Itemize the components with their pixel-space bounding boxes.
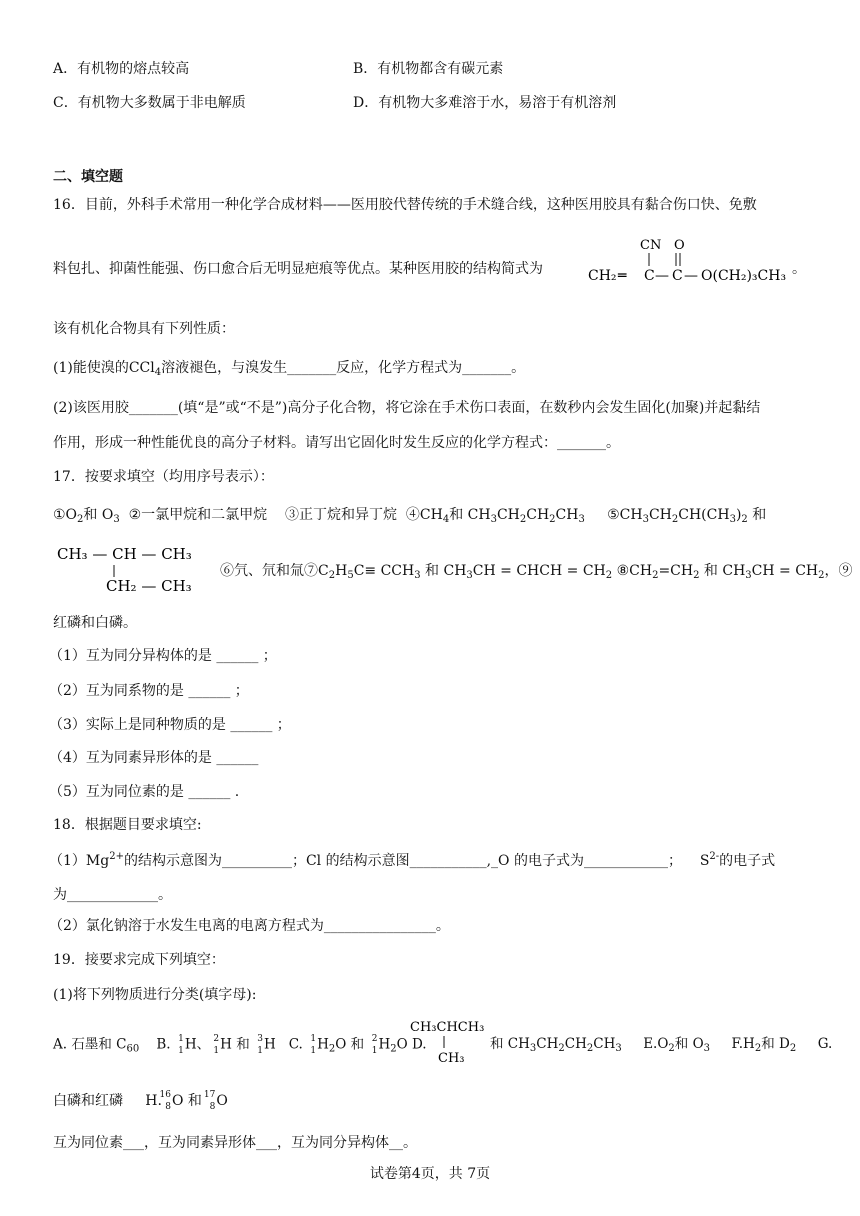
q18-part2: （2）氯化钠溶于水发生电离的电离方程式为________________。	[49, 918, 450, 934]
q17-title: 17．按要求填空（均用序号表示）：	[53, 469, 274, 485]
q18-title: 18．根据题目要求填空:	[53, 817, 202, 833]
q19-title: 19．接要求完成下列填空：	[53, 952, 225, 968]
formula-ch2: CH₂	[588, 268, 617, 284]
option-c: C．有机物大多数属于非电解质	[53, 95, 246, 111]
q17-item-2: （2）互为同系物的是 ______ ；	[49, 683, 249, 699]
q16-line2: 料包扎、抑菌性能强、伤口愈合后无明显疤痕等优点。某种医用胶的结构简式为	[53, 261, 543, 277]
option-b: B．有机物都含有碳元素	[353, 61, 504, 77]
q17-list-line3: 红磷和白磷。	[53, 615, 137, 631]
q19-isobutane-structure	[410, 1014, 490, 1070]
formula-carbonyl-o: O	[674, 238, 685, 253]
q19-options-line: A. 石墨和 $C_{60}$ B. 1 1 H、 2 1 H 和 3 1 H C. 1 1 $H_2O$ 和 2 1 $H_2O$ D.	[53, 1034, 427, 1056]
q18-part1-line1: $(1)Mg^{2+}$的结构示意图为__________；Cl 的结构示意图___________,_O 的电子式为____________； $S^{2-}$的电子式	[49, 851, 776, 869]
formula-cn: CN	[640, 238, 662, 253]
section-title: 二、填空题	[53, 169, 123, 185]
formula-double-bond: ═	[618, 268, 627, 284]
q17-item-3: （3）实际上是同种物质的是 ______ ；	[49, 717, 291, 733]
q17-item-4: （4）互为同素异形体的是 ______	[49, 750, 259, 766]
q16-part2-line2: 作用，形成一种性能优良的高分子材料。请写出它固化时发生反应的化学方程式：_______。	[53, 435, 620, 451]
option-d: D．有机物大多难溶于水，易溶于有机溶剂	[353, 95, 617, 111]
formula-c2: C	[672, 268, 683, 284]
q16-line2-end: 。	[792, 261, 806, 277]
q16-part2-line1: (2)该医用胶_______(填“是”或“不是”)高分子化合物，将它涂在手术伤口表面，在数秒内会发生固化(加聚)并起黏结	[53, 400, 761, 416]
q17-item-5: （5）互为同位素的是 ______ .	[49, 784, 240, 800]
formula-bond2: —	[684, 268, 698, 284]
q16-line1: 16．目前，外科手术常用一种化学合成材料——医用胶代替传统的手术缝合线，这种医用胶具有黏合伤口快、免敷	[53, 197, 757, 213]
q17-list-line1: $①O_2$和 $O_3$ ②一氯甲烷和二氯甲烷 ③正丁烷和异丁烷 $④CH_4$和 $CH_3CH_2CH_2CH_3$ $⑤CH_3CH_2CH(CH_3)_2$ 和	[53, 507, 767, 525]
formula-ester-chain: O(CH₂)₃CH₃	[701, 268, 787, 284]
formula-c1: C	[644, 268, 655, 284]
q19-options-line-cont: 和 $CH_3CH_2CH_2CH_3$ $E.O_2$和 $O_3$ $F.H_2$和 $D_2$ G.	[490, 1036, 833, 1054]
formula-bond1: —	[655, 268, 669, 284]
q17-isopentane-structure	[57, 541, 197, 597]
q16-part1: (1)能使溴的CCl$_4$溶液褪色，与溴发生_______反应，化学方程式为_______。	[53, 360, 526, 378]
q17-item-1: （1）互为同分异构体的是 ______ ；	[49, 648, 277, 664]
q19-options-line2: 白磷和红磷 H. 16 8 O 和 17 8 O	[53, 1090, 228, 1112]
struct-top-chain: CH₃ — CH — CH₃	[57, 545, 192, 563]
isobutane-branch: CH₃	[438, 1051, 465, 1066]
q19-answer-line: 互为同位素___，互为同素异形体___，互为同分异构体__。	[53, 1135, 417, 1151]
glue-structural-formula	[588, 235, 798, 291]
q16-line3: 该有机化合物具有下列性质：	[53, 321, 235, 337]
option-a: A．有机物的熔点较高	[53, 61, 190, 77]
q19-part1: (1)将下列物质进行分类(填字母):	[53, 987, 257, 1003]
q18-part1-line2: 为_____________。	[53, 887, 172, 903]
q17-list-line2: ⑥氕、氘和氚$⑦C_2H_5C\equiv CCH_3$ 和 $CH_3CH$ = CHCH = $CH_2$ $⑧CH_2=CH_2$ 和 $CH_3CH = CH_2$，⑨	[220, 563, 853, 581]
isobutane-top: CH₃CHCH₃	[410, 1020, 485, 1035]
page-footer: 试卷第4页，共 7页	[369, 1166, 491, 1182]
struct-branch: CH₂ — CH₃	[106, 577, 192, 595]
